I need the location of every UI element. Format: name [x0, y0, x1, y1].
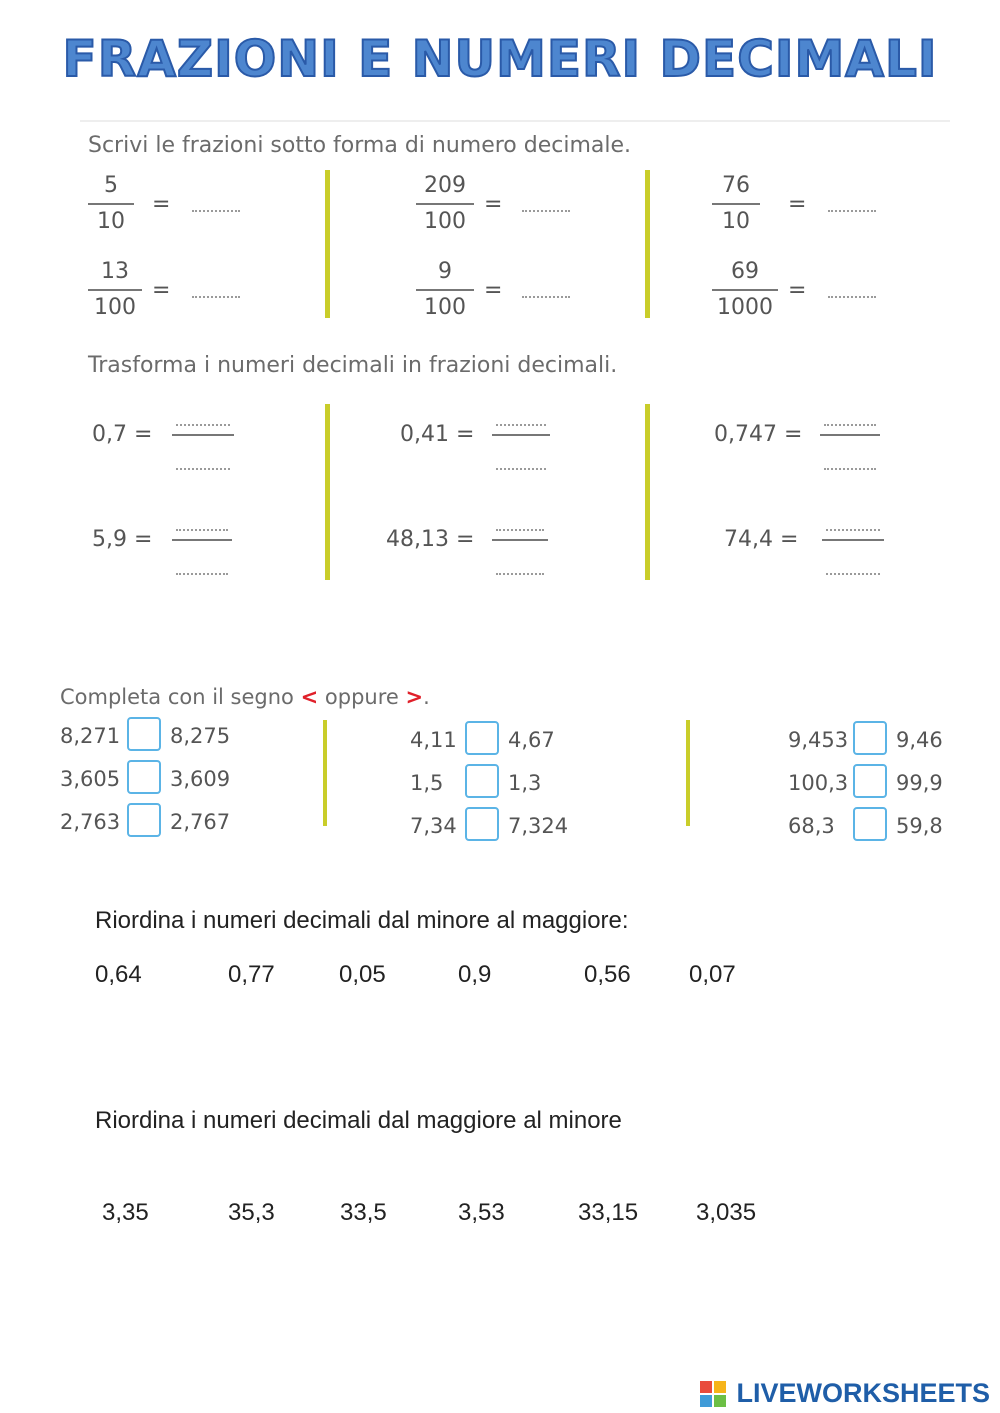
less-than-sign: < [300, 685, 319, 709]
compare-left-value: 3,605 [60, 767, 121, 791]
number-to-order: 0,05 [339, 961, 386, 988]
number-to-order: 0,9 [458, 961, 492, 988]
instruction-order-descending: Riordina i numeri decimali dal maggiore al minore [95, 1107, 622, 1134]
liveworksheets-logo-icon [700, 1381, 726, 1407]
compare-left-value: 100,3 [788, 771, 849, 795]
answer-blank[interactable] [828, 296, 876, 298]
equals-sign: = [484, 192, 503, 217]
fraction-answer-blank[interactable] [172, 529, 232, 579]
equals-sign: = [152, 192, 171, 217]
decimal-number: 0,747 = [714, 422, 803, 447]
instruction-order-ascending: Riordina i numeri decimali dal minore al maggiore: [95, 907, 629, 934]
equals-sign: = [788, 278, 807, 303]
number-to-order: 0,07 [689, 961, 736, 988]
compare-left-value: 9,453 [788, 728, 849, 752]
compare-right-value: 99,9 [896, 771, 943, 795]
instruction-compare: Completa con il segno < oppure >. [60, 685, 430, 709]
compare-answer-box[interactable] [853, 807, 887, 841]
compare-left-value: 8,271 [60, 724, 121, 748]
compare-answer-box[interactable] [127, 803, 161, 837]
compare-left-value: 4,11 [410, 728, 457, 752]
compare-answer-box[interactable] [465, 764, 499, 798]
column-divider [325, 404, 330, 580]
equals-sign: = [484, 278, 503, 303]
fraction: 76 10 [712, 172, 760, 236]
equals-sign: = [152, 278, 171, 303]
fraction-answer-blank[interactable] [172, 424, 234, 474]
number-to-order: 35,3 [228, 1199, 275, 1226]
compare-left-value: 2,763 [60, 810, 121, 834]
number-to-order: 33,5 [340, 1199, 387, 1226]
compare-answer-box[interactable] [465, 807, 499, 841]
number-to-order: 3,53 [458, 1199, 505, 1226]
compare-right-value: 3,609 [170, 767, 231, 791]
section-divider [80, 120, 950, 122]
fraction: 5 10 [88, 172, 134, 236]
fraction-answer-blank[interactable] [492, 529, 548, 579]
answer-blank[interactable] [192, 210, 240, 212]
number-to-order: 3,35 [102, 1199, 149, 1226]
compare-answer-box[interactable] [127, 760, 161, 794]
fraction-answer-blank[interactable] [820, 424, 880, 474]
decimal-number: 5,9 = [92, 527, 153, 552]
number-to-order: 0,64 [95, 961, 142, 988]
column-divider [645, 170, 650, 318]
instruction-decimal-to-fraction: Trasforma i numeri decimali in frazioni decimali. [88, 353, 618, 378]
compare-right-value: 59,8 [896, 814, 943, 838]
page-title: FRAZIONI E NUMERI DECIMALI [62, 30, 938, 88]
compare-right-value: 9,46 [896, 728, 943, 752]
fraction: 13 100 [88, 258, 142, 322]
decimal-number: 48,13 = [386, 527, 475, 552]
answer-blank[interactable] [192, 296, 240, 298]
number-to-order: 3,035 [696, 1199, 757, 1226]
decimal-number: 74,4 = [724, 527, 799, 552]
equals-sign: = [788, 192, 807, 217]
answer-blank[interactable] [522, 296, 570, 298]
compare-right-value: 7,324 [508, 814, 569, 838]
fraction-answer-blank[interactable] [492, 424, 550, 474]
compare-left-value: 7,34 [410, 814, 457, 838]
compare-answer-box[interactable] [127, 717, 161, 751]
compare-right-value: 8,275 [170, 724, 231, 748]
greater-than-sign: > [405, 685, 424, 709]
compare-right-value: 1,3 [508, 771, 542, 795]
compare-right-value: 4,67 [508, 728, 555, 752]
brand-footer[interactable]: LIVEWORKSHEETS [736, 1378, 990, 1408]
number-to-order: 0,77 [228, 961, 275, 988]
compare-left-value: 68,3 [788, 814, 835, 838]
column-divider [323, 720, 327, 826]
fraction: 209 100 [416, 172, 474, 236]
column-divider [325, 170, 330, 318]
compare-answer-box[interactable] [853, 721, 887, 755]
decimal-number: 0,7 = [92, 422, 153, 447]
fraction: 9 100 [416, 258, 474, 322]
column-divider [686, 720, 690, 826]
instruction-fractions-to-decimal: Scrivi le frazioni sotto forma di numero decimale. [88, 133, 632, 158]
answer-blank[interactable] [522, 210, 570, 212]
fraction-answer-blank[interactable] [822, 529, 884, 579]
column-divider [645, 404, 650, 580]
compare-answer-box[interactable] [853, 764, 887, 798]
answer-blank[interactable] [828, 210, 876, 212]
number-to-order: 0,56 [584, 961, 631, 988]
number-to-order: 33,15 [578, 1199, 639, 1226]
compare-right-value: 2,767 [170, 810, 231, 834]
compare-left-value: 1,5 [410, 771, 444, 795]
fraction: 69 1000 [712, 258, 778, 322]
compare-answer-box[interactable] [465, 721, 499, 755]
decimal-number: 0,41 = [400, 422, 475, 447]
